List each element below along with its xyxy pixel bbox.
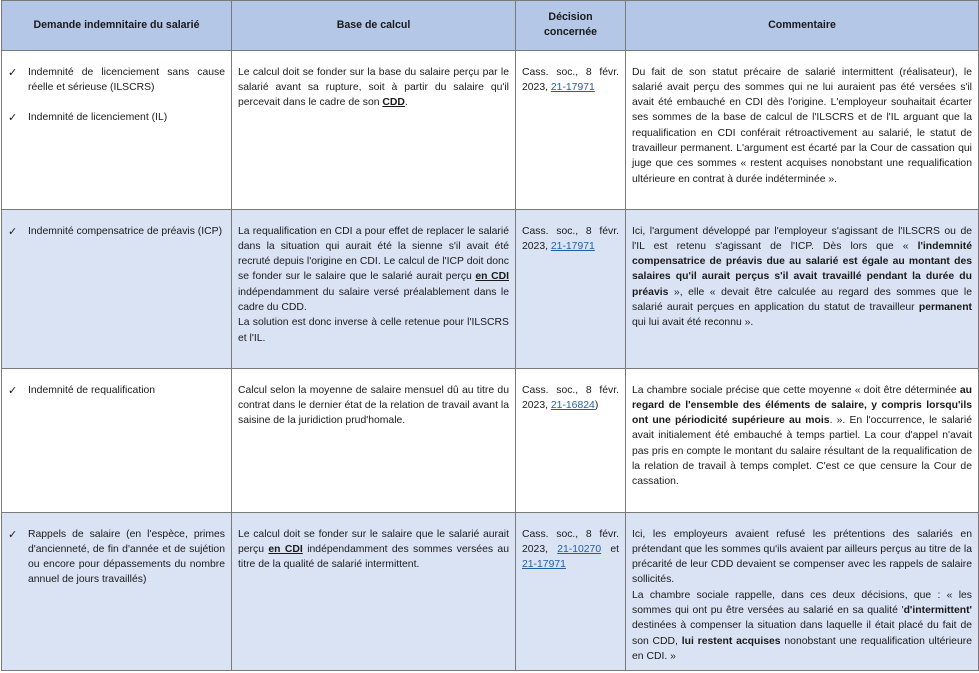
decision-cell: Cass. soc., 8 févr. 2023, 21-10270 et 21-17971 — [516, 512, 626, 671]
list-item: ✓ Rappels de salaire (en l'espèce, primes d'ancienneté, de fin d'année et de sujétion ou encore pour dépassements du nombre annuel de jours travaillés) — [8, 527, 225, 586]
decision-cell: Cass. soc., 8 févr. 2023, 21-17971 — [516, 50, 626, 209]
comment-cell: La chambre sociale précise que cette moyenne « doit être déterminée au regard de l'ensemble des éléments de salaire, y compris lorsqu'ils ont une périodicité supérieure au mois. ». En l'occurrence, le salarié avait initialement été embauché à temps partiel. La cour d'appel n'avait pas pris en compte le montant du salaire résultant de la requalification de la relation de travail à temps complet. C'est ce que censure la Cour de cassation. — [626, 368, 979, 512]
decision-link[interactable]: 21-17971 — [522, 559, 566, 571]
header-decision: Décision concernée — [516, 1, 626, 51]
list-item: ✓ Indemnité de licenciement (IL) — [8, 111, 168, 125]
claim-cell — [2, 209, 232, 368]
table-row — [2, 368, 979, 512]
calculation-base-cell: La requalification en CDI a pour effet de replacer le salarié dans la situation qui aurait été la sienne s'il avait été recruté depuis l'origine en CDI. Le calcul de l'ICP doit donc se fonder sur le salaire que le salarié aurait perçu en CDI indépendamment du salaire versé préalablement dans le cadre du CDD. La solution est donc inverse à celle retenue pour l'ILSCRS et l'IL. — [232, 209, 516, 368]
claim-cell — [2, 50, 232, 209]
cdi-emphasis: en CDI — [268, 543, 303, 555]
calculation-base-cell: Le calcul doit se fonder sur la base du salaire perçu par le salarié avant sa rupture, soit à partir du salaire qu'il percevait dans le cadre de son CDD. — [232, 50, 516, 209]
check-icon: ✓ — [8, 527, 18, 541]
compensation-table — [1, 0, 979, 671]
header-row — [2, 1, 979, 51]
cdd-emphasis: CDD — [382, 97, 405, 109]
check-icon: ✓ — [8, 111, 18, 125]
comment-cell: Ici, les employeurs avaient refusé les prétentions des salariés en prétendant que les sommes qu'ils avaient par ailleurs perçus au titre de la précarité de leur CDD devaient se compenser avec les rappels de salaire sollicités. La chambre sociale rappelle, dans ces deux décisions, que : « les sommes qui ont pu être versées au salarié en sa qualité 'd'intermittent' destinées à compenser la situation dans laquelle il était placé du fait de son CDD, lui restent acquises nonobstant une requalification ultérieure en CDI. » — [626, 512, 979, 671]
claim-cell — [2, 368, 232, 512]
comment-cell: Du fait de son statut précaire de salarié intermittent (réalisateur), le salarié avait perçu des sommes qui ne lui auraient pas été versées s'il avait été embauché en CDI dès l'origine. L'employeur souhaitait écarter ses sommes de la base de calcul de l'ILSCRS et de l'IL arguant que la requalification en CDI conférait rétroactivement au salarié, le statut de travailleur permanent. L'argument est écarté par la Cour de cassation qui juge que ces sommes « restent acquises nonobstant une requalification ultérieure en contrat à durée indéterminée ». — [626, 50, 979, 209]
comment-cell: Ici, l'argument développé par l'employeur s'agissant de l'ILSCRS ou de l'IL est retenu s'agissant de l'ICP. Dès lors que « l'indemnité compensatrice de préavis due au salarié est égale au montant des salaires qu'il aurait perçus s'il avait travaillé pendant la durée du préavis », elle « devait être calculée au regard des sommes que le salarié aurait perçues en application du statut de travailleur permanent qui lui avait été reconnu ». — [626, 209, 979, 368]
decision-link[interactable]: 21-17971 — [550, 240, 595, 252]
claim-cell — [2, 512, 232, 671]
decision-cell: Cass. soc., 8 févr. 2023, 21-17971 — [516, 209, 626, 368]
list-item: ✓ Indemnité de requalification — [8, 383, 156, 397]
check-icon: ✓ — [8, 383, 18, 397]
table-row — [2, 50, 979, 209]
cdi-emphasis: en CDI — [475, 271, 509, 283]
header-claim: Demande indemnitaire du salarié — [2, 1, 232, 51]
header-calculation-base: Base de calcul — [232, 1, 516, 51]
calculation-base-cell: Calcul selon la moyenne de salaire mensuel dû au titre du contrat dans le dernier état de la relation de travail avant la saisine de la juridiction prud'homale. — [232, 368, 516, 512]
check-icon: ✓ — [8, 224, 18, 238]
calculation-base-cell: Le calcul doit se fonder sur le salaire que le salarié aurait perçu en CDI indépendamment des sommes versées au titre de la qualité de salarié intermittent. — [232, 512, 516, 671]
table-row — [2, 209, 979, 368]
list-item: ✓ Indemnité de licenciement sans cause réelle et sérieuse (ILSCRS) — [8, 65, 225, 93]
decision-link[interactable]: 21-10270 — [557, 543, 602, 555]
decision-link[interactable]: 21-16824 — [550, 399, 595, 411]
check-icon: ✓ — [8, 65, 18, 79]
decision-link[interactable]: 21-17971 — [550, 81, 595, 93]
list-item: ✓ Indemnité compensatrice de préavis (ICP) — [8, 224, 223, 238]
decision-cell: Cass. soc., 8 févr. 2023, 21-16824) — [516, 368, 626, 512]
header-comment: Commentaire — [626, 1, 979, 51]
table-row — [2, 512, 979, 671]
